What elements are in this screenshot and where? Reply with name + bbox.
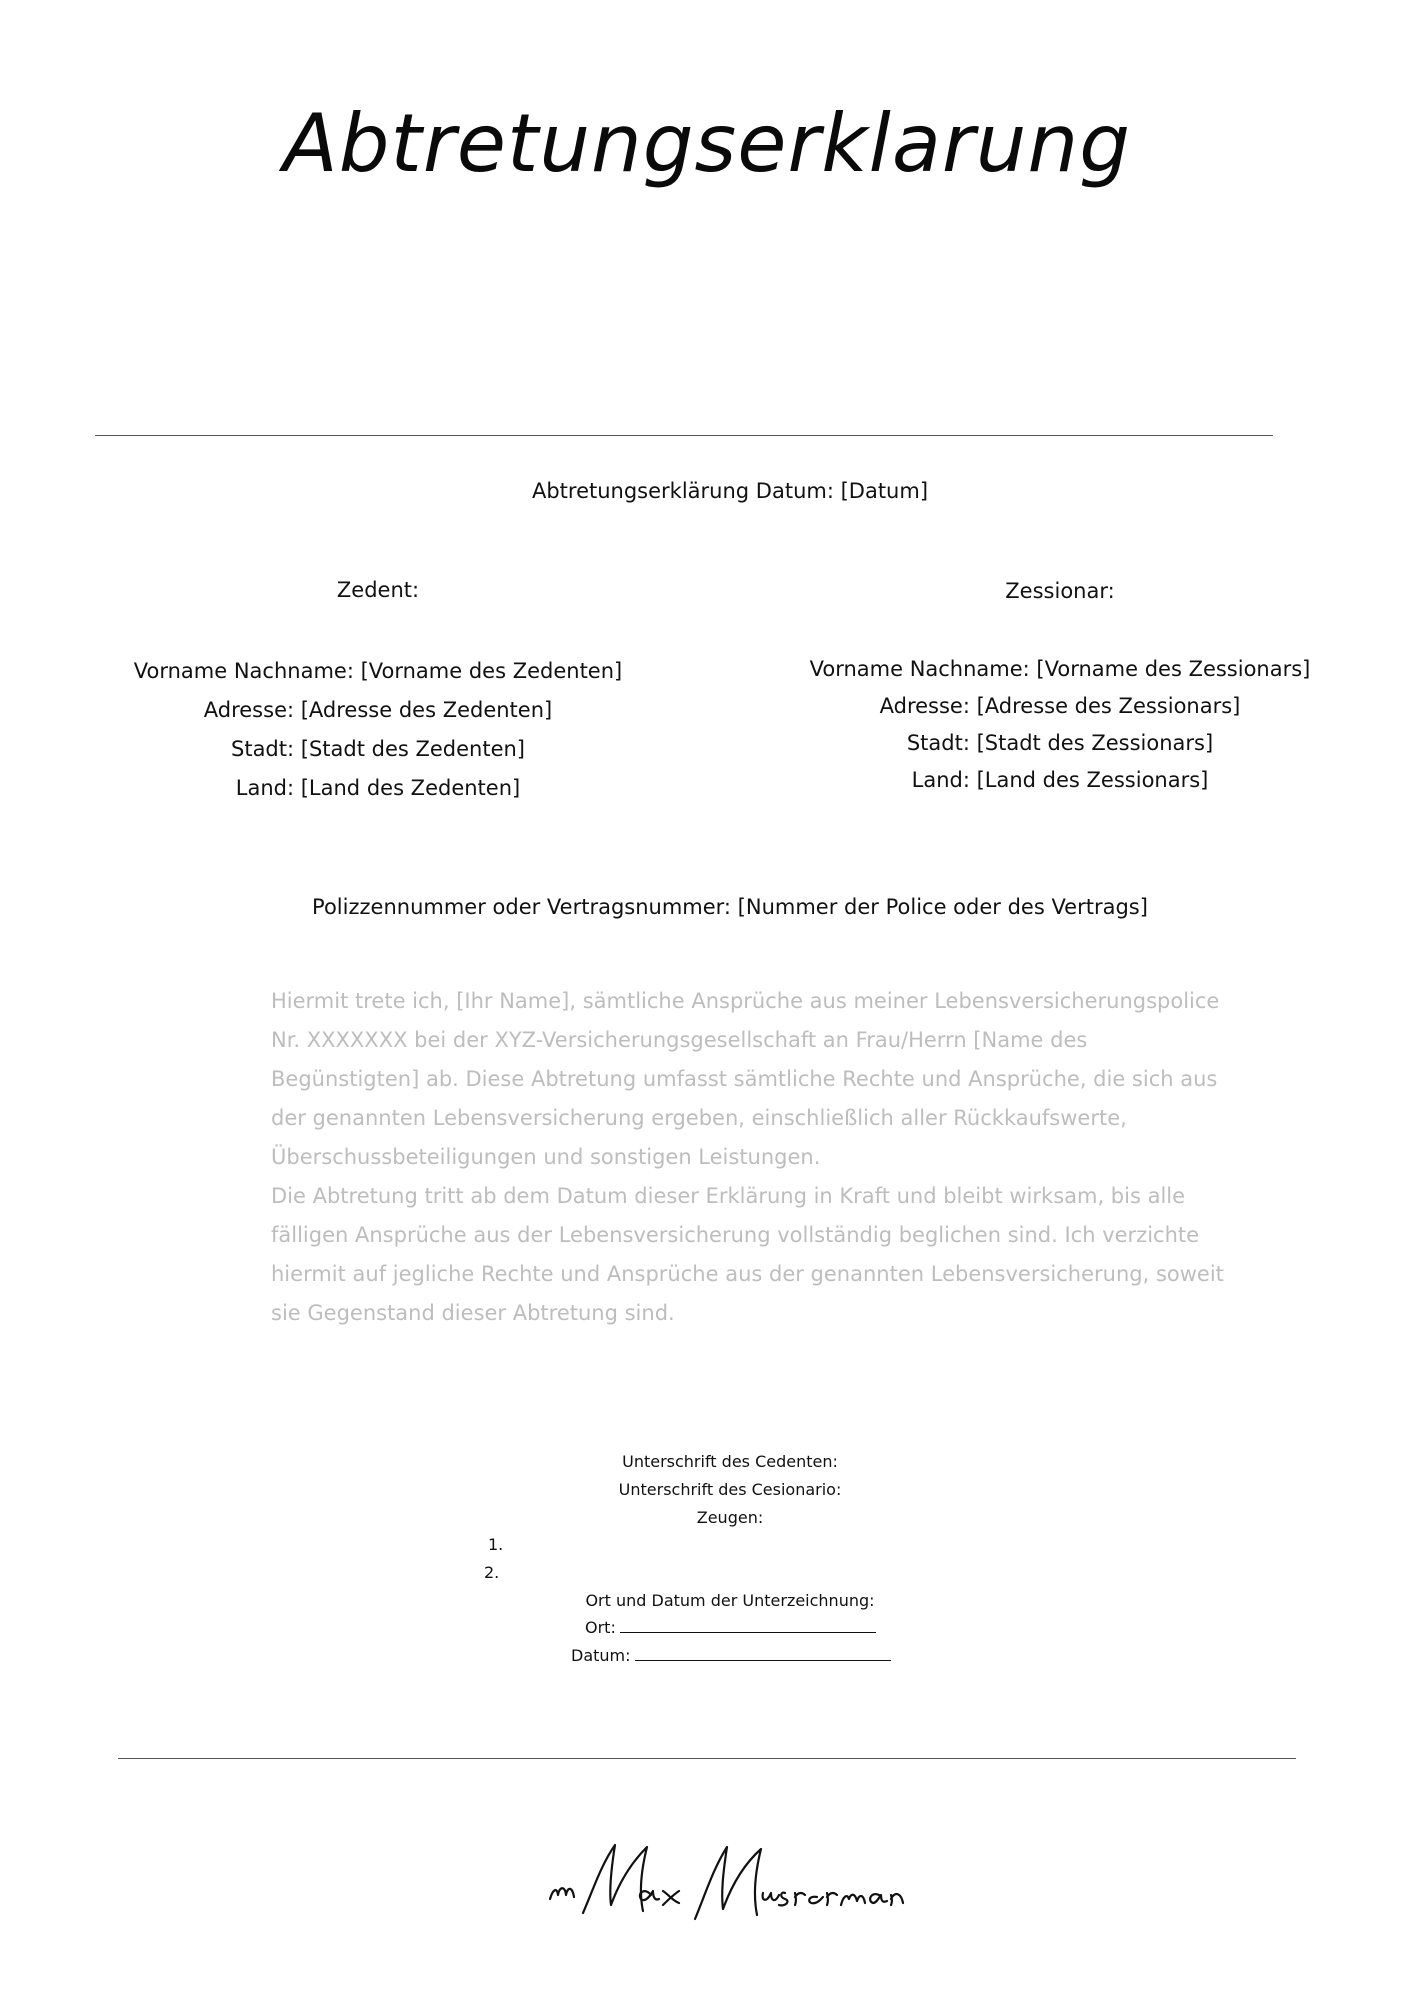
zessionar-details — [760, 651, 1360, 799]
zedent-address-line: Adresse: [Adresse des Zedenten] — [203, 698, 553, 722]
witnesses-heading: Zeugen: — [696, 1508, 764, 1527]
date-blank-line — [635, 1644, 891, 1661]
declaration-date-line: Abtretungserklärung Datum: [Datum] — [531, 479, 929, 503]
place-label: Ort: — [585, 1618, 616, 1637]
zedent-city-line: Stadt: [Stadt des Zedenten] — [231, 737, 525, 761]
top-divider — [95, 435, 1273, 436]
handwritten-signature — [545, 1835, 905, 1925]
zessionar-name-line: Vorname Nachname: [Vorname des Zessionars] — [809, 657, 1311, 681]
signature-cesionario-line: Unterschrift des Cesionario: — [618, 1480, 842, 1499]
zessionar-heading: Zessionar: — [1005, 579, 1115, 603]
policy-number-line: Polizzennummer oder Vertragsnummer: [Nummer der Police oder des Vertrags] — [312, 895, 1148, 919]
zedent-country-line: Land: [Land des Zedenten] — [235, 776, 521, 800]
bottom-divider — [118, 1758, 1296, 1759]
zessionar-country-line: Land: [Land des Zessionars] — [911, 768, 1209, 792]
assignment-body — [271, 982, 1231, 1333]
signature-cedent-line: Unterschrift des Cedenten: — [622, 1452, 838, 1471]
zedent-name-line: Vorname Nachname: [Vorname des Zedenten] — [133, 659, 623, 683]
zedent-heading: Zedent: — [336, 578, 420, 602]
date-label: Datum: — [571, 1646, 631, 1665]
body-paragraph-1: Hiermit trete ich, [Ihr Name], sämtliche Ansprüche aus meiner Lebensversicherungspolice Nr. XXXXXXX bei der XYZ-Versicherungsgesellschaft an Frau/Herrn [Name des Begünstigten] ab. Diese Abtretung umfasst sämtliche Rechte und Ansprüche, die sich aus der genannten Lebensversicherung ergeben, einschließlich aller Rückkaufswerte, Überschussbeteiligungen und sonstigen Leistungen. — [271, 989, 1220, 1169]
document-title: Abtretungserklarung — [283, 97, 1131, 190]
zessionar-address-line: Adresse: [Adresse des Zessionars] — [879, 694, 1241, 718]
witness-1: 1. — [488, 1535, 504, 1554]
date-field — [571, 1642, 891, 1670]
zedent-details — [78, 652, 678, 808]
witness-2: 2. — [484, 1563, 500, 1582]
place-field — [585, 1614, 876, 1642]
place-blank-line — [620, 1616, 876, 1633]
place-date-heading: Ort und Datum der Unterzeichnung: — [585, 1591, 875, 1610]
zessionar-city-line: Stadt: [Stadt des Zessionars] — [906, 731, 1214, 755]
body-paragraph-2: Die Abtretung tritt ab dem Datum dieser Erklärung in Kraft und bleibt wirksam, bis alle fälligen Ansprüche aus der Lebensversicherung vollständig beglichen sind. Ich verzichte hiermit auf jegliche Rechte und Ansprüche aus der genannten Lebensversicherung, soweit sie Gegenstand dieser Abtretung sind. — [271, 1184, 1224, 1325]
